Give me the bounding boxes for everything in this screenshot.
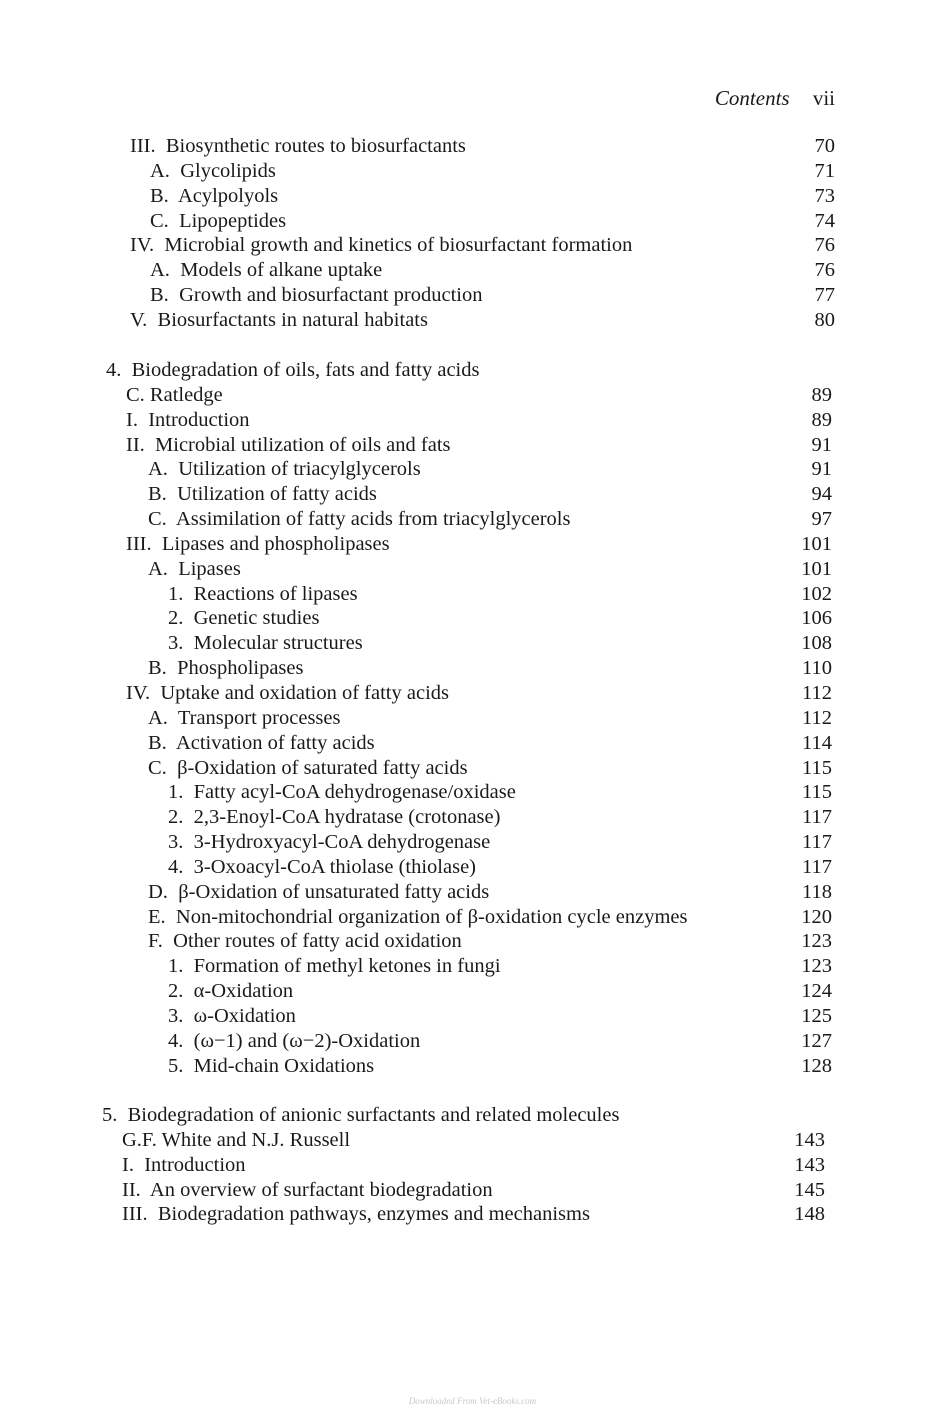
toc-entry-title: Introduction: [148, 408, 250, 431]
toc-entry-title: 3-Oxoacyl-CoA thiolase (thiolase): [193, 855, 477, 878]
toc-entry: [0, 905, 945, 930]
toc-entry-page: 123: [801, 955, 832, 978]
toc-entry-page: 123: [801, 930, 832, 953]
toc-entry-title: Utilization of triacylglycerols: [178, 458, 421, 481]
toc-entry-page: 143: [794, 1128, 825, 1151]
toc-entry: [0, 383, 945, 408]
toc-entry-number: III.: [126, 532, 152, 555]
toc-entry-number: A.: [150, 259, 170, 282]
toc-entry-page: 77: [814, 284, 835, 307]
toc-entry-title: Phospholipases: [177, 657, 304, 680]
toc-entry: [0, 1128, 945, 1153]
toc-entry-number: A.: [150, 159, 170, 182]
toc-entry-page: 114: [802, 731, 832, 754]
toc-entry: [0, 532, 945, 557]
toc-entry: [0, 507, 945, 532]
toc-entry: [0, 756, 945, 781]
toc-entry: [0, 1103, 945, 1128]
toc-entry-number: 2.: [168, 607, 184, 630]
toc-entry-title: Non-mitochondrial organization of β-oxidation cycle enzymes: [175, 905, 688, 928]
toc-entry: [0, 258, 945, 283]
toc-entry-number: 5.: [168, 1054, 184, 1077]
toc-entry: [0, 979, 945, 1004]
toc-entry-page: 128: [801, 1054, 832, 1077]
toc-entry-number: II.: [126, 433, 145, 456]
toc-entry-title: Biodegradation pathways, enzymes and mechanisms: [157, 1203, 590, 1226]
toc-entry-number: D.: [148, 880, 168, 903]
toc-entry-page: 76: [814, 259, 835, 282]
toc-entry-number: C.: [150, 209, 169, 232]
toc-entry-page: 143: [794, 1153, 825, 1176]
toc-entry-number: II.: [122, 1178, 141, 1201]
toc-entry: [0, 1029, 945, 1054]
toc-entry-page: 74: [814, 209, 835, 232]
toc-entry-title: ω-Oxidation: [193, 1004, 296, 1027]
toc-entry-title: 2,3-Enoyl-CoA hydratase (crotonase): [193, 806, 501, 829]
toc-entry: [0, 408, 945, 433]
toc-entry-title: Biodegradation of anionic surfactants and related molecules: [127, 1104, 620, 1126]
toc-entry-title: α-Oxidation: [193, 980, 294, 1003]
toc-entry-number: F.: [148, 930, 163, 953]
toc-entry-number: 3.: [168, 632, 184, 655]
toc-entry-number: 3.: [168, 1004, 184, 1027]
toc-entry-number: C.: [148, 508, 167, 531]
toc-entry: [0, 880, 945, 905]
toc-section-cont3: [0, 134, 945, 333]
toc-entry-title: Biosurfactants in natural habitats: [157, 308, 428, 331]
toc-entry: [0, 631, 945, 656]
toc-entry-title: An overview of surfactant biodegradation: [149, 1178, 493, 1201]
toc-entry-page: 112: [802, 706, 832, 729]
toc-entry-page: 80: [814, 308, 835, 331]
toc-entry: [0, 308, 945, 333]
toc-entry: [0, 606, 945, 631]
toc-entry-title: (ω−1) and (ω−2)-Oxidation: [193, 1029, 421, 1052]
toc-entry-title: Fatty acyl-CoA dehydrogenase/oxidase: [193, 781, 516, 804]
toc-entry-title: Mid-chain Oxidations: [193, 1054, 375, 1077]
toc-entry-title: Activation of fatty acids: [175, 731, 375, 754]
toc-entry-page: 71: [814, 159, 835, 182]
toc-entry: [0, 358, 945, 383]
toc-entry-number: V.: [130, 308, 148, 331]
toc-entry-page: 97: [811, 508, 832, 531]
toc-entry-page: 117: [802, 831, 832, 854]
toc-entry-number: 4.: [106, 359, 122, 381]
toc-entry-page: 117: [802, 806, 832, 829]
toc-entry-page: 145: [794, 1178, 825, 1201]
toc-entry-title: Biosynthetic routes to biosurfactants: [165, 135, 466, 157]
toc-entry-title: Growth and biosurfactant production: [179, 284, 483, 307]
toc-entry-number: 2.: [168, 980, 184, 1003]
toc-entry-number: 5.: [102, 1104, 118, 1126]
toc-entry-number: B.: [148, 483, 167, 506]
toc-entry-title: Models of alkane uptake: [180, 259, 383, 282]
toc-entry-page: 125: [801, 1004, 832, 1027]
toc-entry-page: 101: [801, 557, 832, 580]
toc-entry-page: 110: [802, 657, 832, 680]
toc-entry-page: 148: [794, 1203, 825, 1226]
toc-entry: [0, 1004, 945, 1029]
toc-entry-title: Lipopeptides: [179, 209, 287, 232]
toc-entry-page: 106: [801, 607, 832, 630]
toc-entry-page: 101: [801, 532, 832, 555]
toc-entry-number: 3.: [168, 831, 184, 854]
toc-entry-title: Lipases and phospholipases: [161, 532, 390, 555]
toc-entry-number: 1.: [168, 781, 184, 804]
toc-entry-page: 89: [811, 408, 832, 431]
toc-entry: [0, 954, 945, 979]
toc-entry: [0, 283, 945, 308]
toc-entry-title: Transport processes: [177, 706, 341, 729]
toc-entry-title: Molecular structures: [193, 632, 363, 655]
toc-entry-page: 115: [802, 781, 832, 804]
toc-entry: [0, 582, 945, 607]
toc-entry: [0, 159, 945, 184]
toc-entry-title: Glycolipids: [180, 159, 276, 182]
toc-entry-title: β-Oxidation of unsaturated fatty acids: [178, 880, 490, 903]
toc-entry: [0, 134, 945, 159]
toc-entry-title: C. Ratledge: [126, 383, 223, 406]
toc-entry: [0, 780, 945, 805]
toc-entry-number: B.: [148, 731, 167, 754]
toc-entry-number: I.: [126, 408, 138, 431]
toc-entry-title: Microbial utilization of oils and fats: [155, 433, 451, 456]
running-head: [715, 84, 835, 112]
toc-entry-number: E.: [148, 905, 166, 928]
toc-entry: [0, 929, 945, 954]
toc-entry-number: A.: [148, 557, 168, 580]
toc-entry-page: 127: [801, 1029, 832, 1052]
toc-entry-title: Lipases: [178, 557, 241, 580]
toc-entry: [0, 1153, 945, 1178]
toc-entry-page: 91: [811, 458, 832, 481]
toc-entry-title: Introduction: [144, 1153, 246, 1176]
toc-entry-title: β-Oxidation of saturated fatty acids: [177, 756, 468, 779]
toc-section-ch5: [0, 1103, 945, 1227]
toc-entry: [0, 706, 945, 731]
toc-entry: [0, 457, 945, 482]
toc-entry-title: Other routes of fatty acid oxidation: [173, 930, 462, 953]
toc-entry-number: III.: [122, 1203, 148, 1226]
toc-entry-page: 112: [802, 681, 832, 704]
toc-entry: [0, 855, 945, 880]
toc-entry-title: Genetic studies: [193, 607, 320, 630]
running-head-title: Contents: [714, 86, 790, 110]
toc-entry-page: 124: [801, 980, 832, 1003]
toc-entry-page: 70: [814, 135, 835, 157]
toc-entry-page: 102: [801, 582, 832, 605]
toc-section-ch4: [0, 358, 945, 1078]
toc-entry-title: Formation of methyl ketones in fungi: [193, 955, 501, 978]
toc-entry-number: III.: [130, 135, 156, 157]
toc-entry: [0, 482, 945, 507]
watermark: Downloaded From Vet-eBooks.com: [408, 1396, 537, 1406]
toc-entry: [0, 805, 945, 830]
toc-entry-number: B.: [148, 657, 167, 680]
toc-entry-title: G.F. White and N.J. Russell: [122, 1128, 351, 1151]
toc-entry: [0, 681, 945, 706]
toc-entry-number: I.: [122, 1153, 134, 1176]
toc-entry-number: A.: [148, 458, 168, 481]
toc-entry-page: 117: [802, 855, 832, 878]
toc-entry-page: 89: [811, 383, 832, 406]
toc-entry: [0, 1178, 945, 1203]
toc-entry: [0, 656, 945, 681]
toc-entry: [0, 830, 945, 855]
toc-entry-number: A.: [148, 706, 168, 729]
toc-entry-title: Reactions of lipases: [193, 582, 358, 605]
toc-entry-title: Microbial growth and kinetics of biosurfactant formation: [164, 234, 633, 257]
toc-entry-title: 3-Hydroxyacyl-CoA dehydrogenase: [193, 831, 491, 854]
toc-entry-page: 94: [811, 483, 832, 506]
page-number: vii: [812, 86, 835, 110]
toc-entry-number: 1.: [168, 582, 184, 605]
toc-entry-number: B.: [150, 184, 169, 207]
toc-entry-number: 4.: [168, 855, 184, 878]
toc-entry: [0, 433, 945, 458]
toc-entry-page: 118: [802, 880, 832, 903]
toc-entry-page: 120: [801, 905, 832, 928]
toc-entry: [0, 557, 945, 582]
toc-entry: [0, 184, 945, 209]
toc-entry-title: Utilization of fatty acids: [177, 483, 377, 506]
toc-entry: [0, 1202, 945, 1227]
toc-entry-number: 2.: [168, 806, 184, 829]
toc-entry: [0, 1054, 945, 1079]
toc-entry-title: Acylpolyols: [177, 184, 279, 207]
toc-entry-page: 115: [802, 756, 832, 779]
toc-entry: [0, 731, 945, 756]
toc-entry: [0, 209, 945, 234]
toc-entry-page: 73: [814, 184, 835, 207]
toc-entry-title: Assimilation of fatty acids from triacylglycerols: [175, 508, 571, 531]
toc-entry-number: IV.: [126, 681, 151, 704]
toc-entry-page: 76: [814, 234, 835, 257]
toc-entry-number: B.: [150, 284, 169, 307]
toc-entry-number: C.: [148, 756, 167, 779]
toc-entry-number: 1.: [168, 955, 184, 978]
toc-entry-number: IV.: [130, 234, 155, 257]
toc-entry-page: 91: [811, 433, 832, 456]
toc-entry-number: 4.: [168, 1029, 184, 1052]
toc-entry-title: Uptake and oxidation of fatty acids: [160, 681, 449, 704]
toc-entry-page: 108: [801, 632, 832, 655]
toc-entry: [0, 233, 945, 258]
toc-entry-title: Biodegradation of oils, fats and fatty acids: [131, 359, 480, 381]
